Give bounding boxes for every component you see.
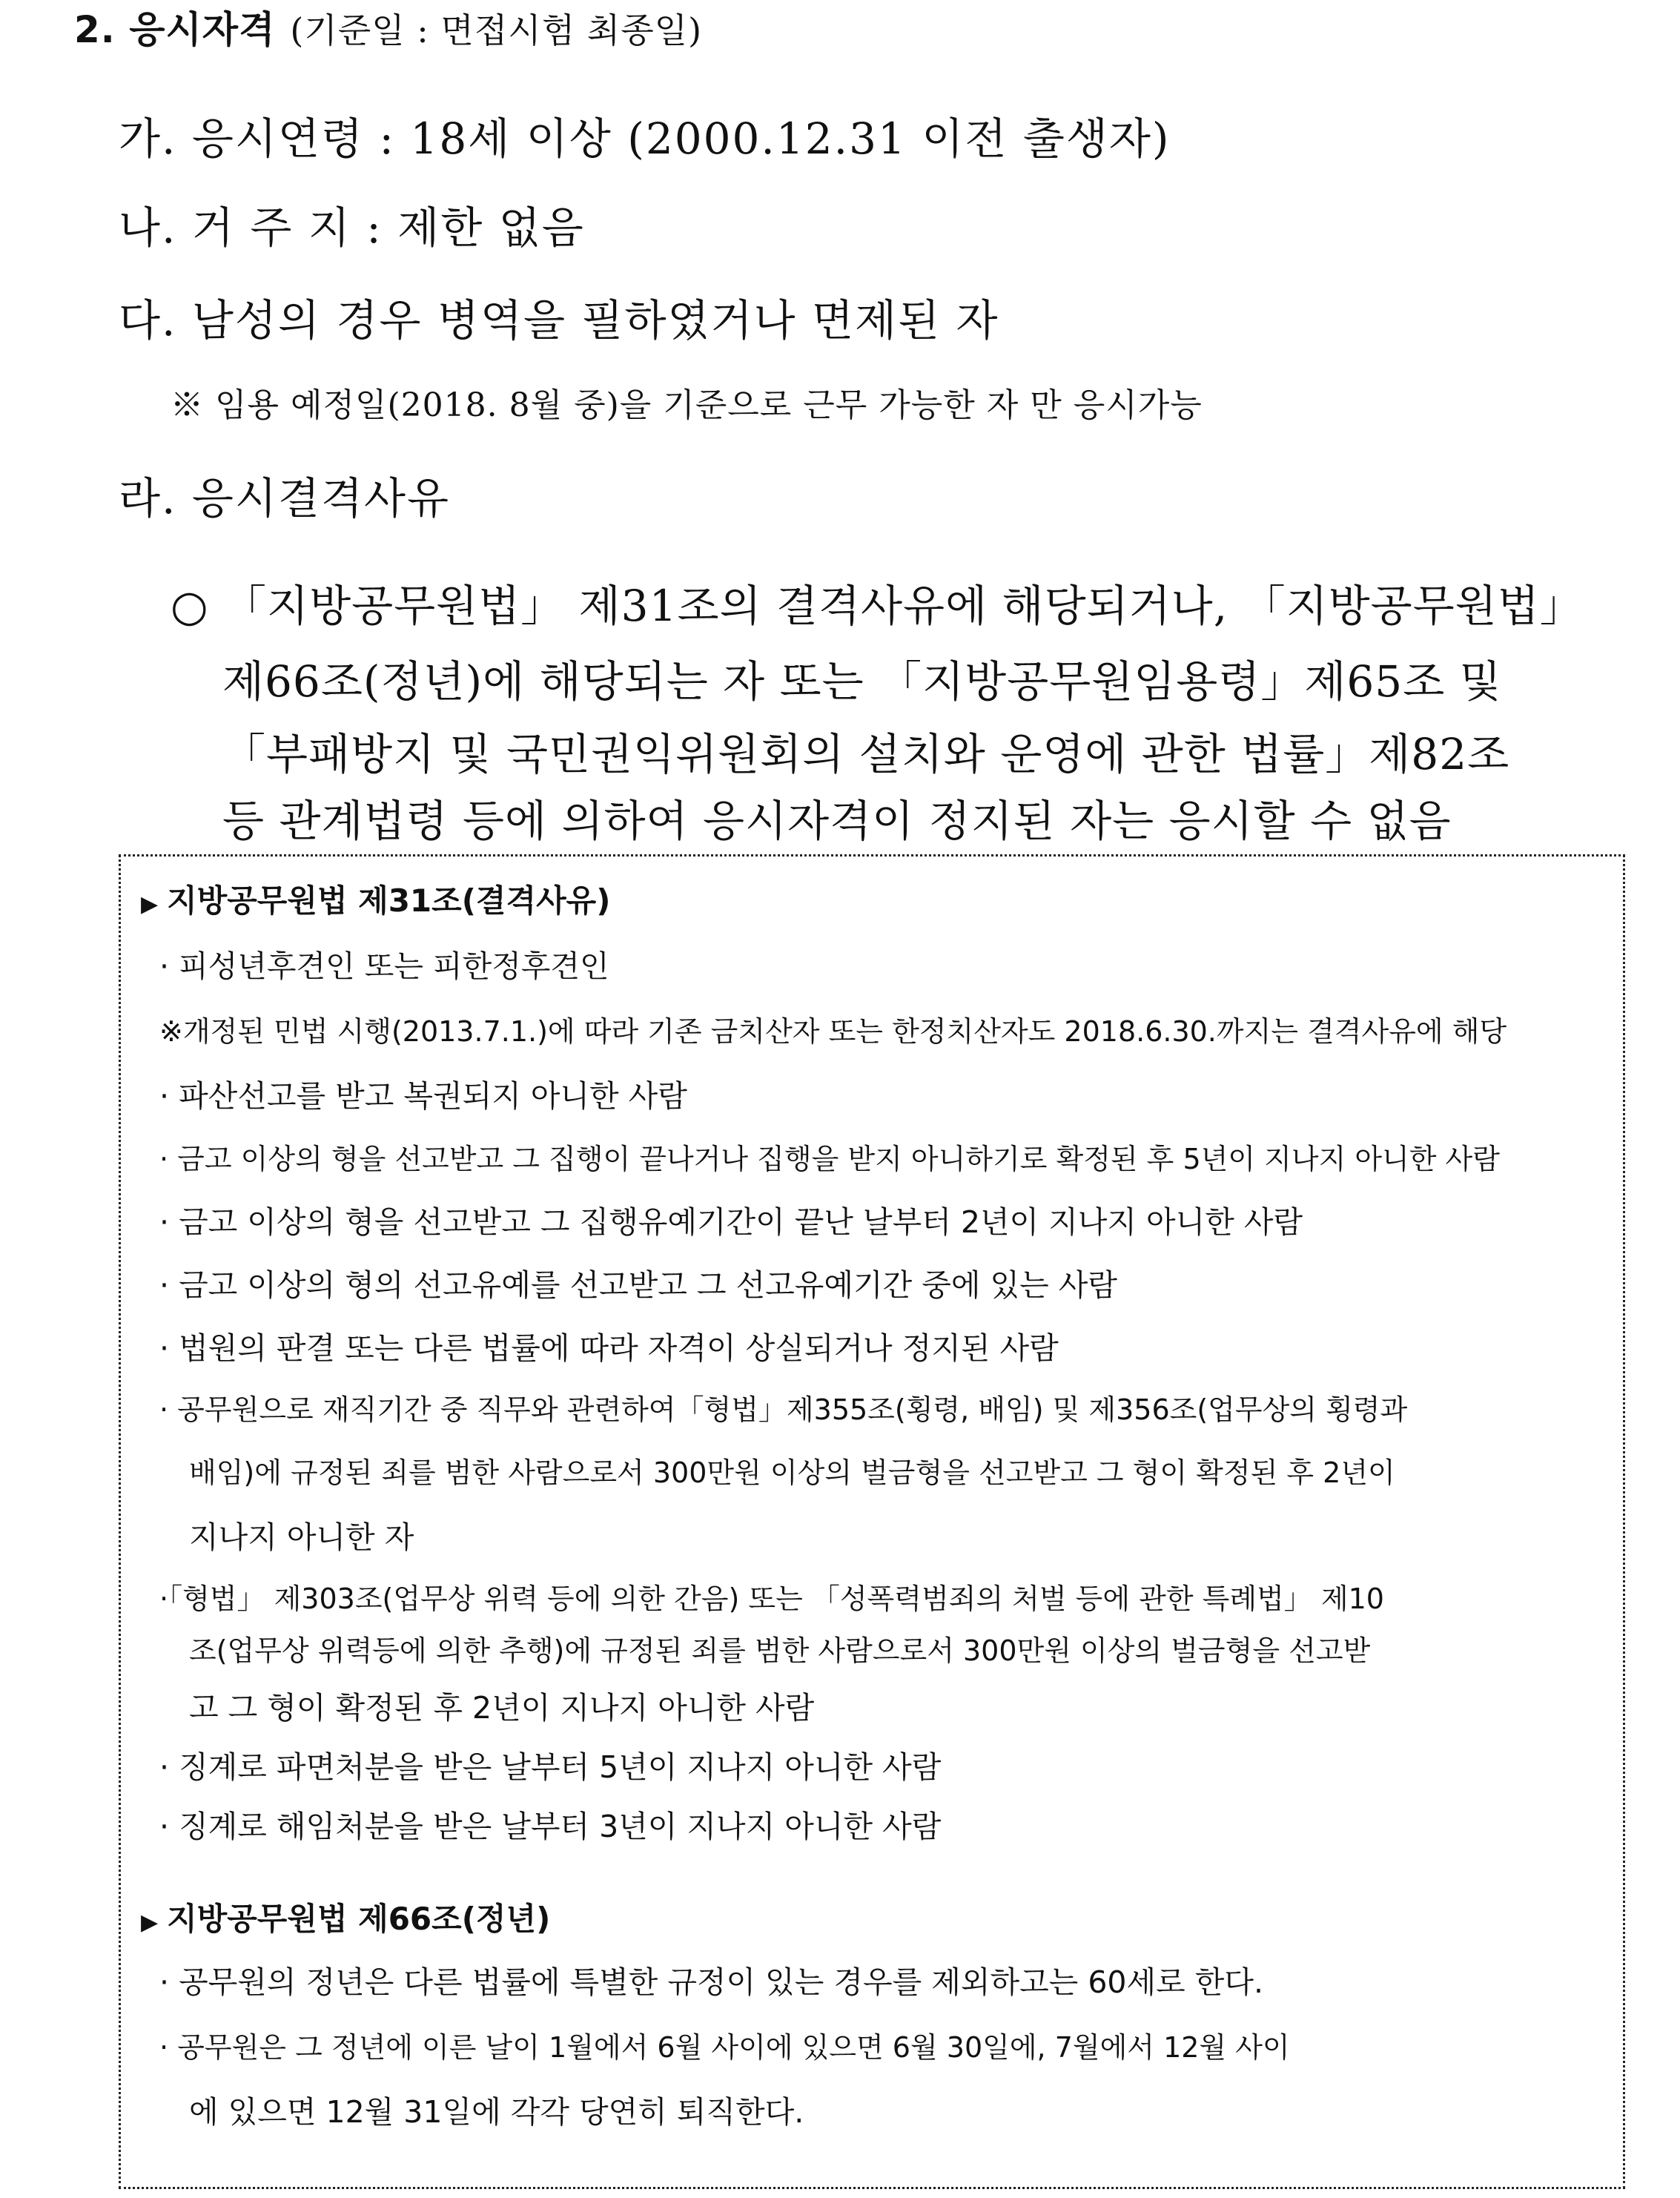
article31-note: ※개정된 민법 시행(2013.7.1.)에 따라 기존 금치산자 또는 한정치산자도 2018.6.30.까지는 결격사유에 해당 xyxy=(159,1015,1507,1048)
disqualification-line-4: 등 관계법령 등에 의하여 응시자격이 정지된 자는 응시할 수 없음 xyxy=(222,796,1452,846)
article31-line: · 징계로 해임처분을 받은 날부터 3년이 지나지 아니한 사람 xyxy=(159,1809,942,1844)
article31-line: 지나지 아니한 자 xyxy=(189,1519,414,1555)
item-age: 가. 응시연령 : 18세 이상 (2000.12.31 이전 출생자) xyxy=(119,113,1171,164)
article66-line: · 공무원의 정년은 다른 법률에 특별한 규정이 있는 경우를 제외하고는 60세로 한다. xyxy=(159,1964,1263,2000)
triangle-bullet-icon: ▶ xyxy=(141,891,159,917)
article31-line: · 피성년후견인 또는 피한정후견인 xyxy=(159,948,609,984)
article31-heading-text: 지방공무원법 제31조(결격사유) xyxy=(167,882,611,919)
article31-line: · 금고 이상의 형을 선고받고 그 집행이 끝나거나 집행을 받지 아니하기로 확정된 후 5년이 지나지 아니한 사람 xyxy=(159,1143,1500,1175)
section-heading xyxy=(74,0,702,53)
article31-line: · 법원의 판결 또는 다른 법률에 따라 자격이 상실되거나 정지된 사람 xyxy=(159,1330,1059,1366)
article66-line: 에 있으면 12월 31일에 각각 당연히 퇴직한다. xyxy=(189,2094,804,2130)
article66-heading-text: 지방공무원법 제66조(정년) xyxy=(167,1901,551,1937)
article31-line: · 공무원으로 재직기간 중 직무와 관련하여「형법」제355조(횡령, 배임) 및 제356조(업무상의 횡령과 xyxy=(159,1393,1408,1426)
disqualification-line-2: 제66조(정년)에 해당되는 자 또는 「지방공무원임용령」제65조 및 xyxy=(222,656,1502,707)
article31-line: · 파산선고를 받고 복권되지 아니한 사람 xyxy=(159,1078,687,1114)
triangle-bullet-icon: ▶ xyxy=(141,1910,159,1935)
article31-line: · 금고 이상의 형의 선고유예를 선고받고 그 선고유예기간 중에 있는 사람 xyxy=(159,1267,1117,1303)
item-military: 다. 남성의 경우 병역을 필하였거나 면제된 자 xyxy=(119,295,999,346)
article31-line: · 징계로 파면처분을 받은 날부터 5년이 지나지 아니한 사람 xyxy=(159,1749,942,1785)
section-subtitle: (기준일 : 면접시험 최종일) xyxy=(290,10,703,50)
item-disqualification: 라. 응시결격사유 xyxy=(119,473,451,524)
article66-heading xyxy=(141,1895,550,1939)
disqualification-line-1: ○ 「지방공무원법」 제31조의 결격사유에 해당되거나, 「지방공무원법」 xyxy=(171,581,1584,631)
disqualification-line-3: 「부패방지 및 국민권익위원회의 설치와 운영에 관한 법률」제82조 xyxy=(222,729,1510,779)
article31-line: 조(업무상 위력등에 의한 추행)에 규정된 죄를 범한 사람으로서 300만원 이상의 벌금형을 선고받 xyxy=(189,1634,1371,1667)
article31-line: · 금고 이상의 형을 선고받고 그 집행유예기간이 끝난 날부터 2년이 지나지 아니한 사람 xyxy=(159,1204,1303,1240)
article31-line: ·「형법」 제303조(업무상 위력 등에 의한 간음) 또는 「성폭력범죄의 처벌 등에 관한 특례법」 제10 xyxy=(159,1583,1384,1615)
article31-line: 배임)에 규정된 죄를 범한 사람으로서 300만원 이상의 벌금형을 선고받고 그 형이 확정된 후 2년이 xyxy=(189,1456,1395,1489)
section-title: 2. 응시자격 xyxy=(74,8,276,51)
article31-line: 고 그 형이 확정된 후 2년이 지나지 아니한 사람 xyxy=(189,1690,815,1726)
item-residence: 나. 거 주 지 : 제한 없음 xyxy=(119,202,585,253)
article31-heading xyxy=(141,877,610,921)
item-military-note: ※ 임용 예정일(2018. 8월 중)을 기준으로 근무 가능한 자 만 응시가능 xyxy=(171,386,1203,424)
article66-line: · 공무원은 그 정년에 이른 날이 1월에서 6월 사이에 있으면 6월 30일에, 7월에서 12월 사이 xyxy=(159,2031,1290,2064)
